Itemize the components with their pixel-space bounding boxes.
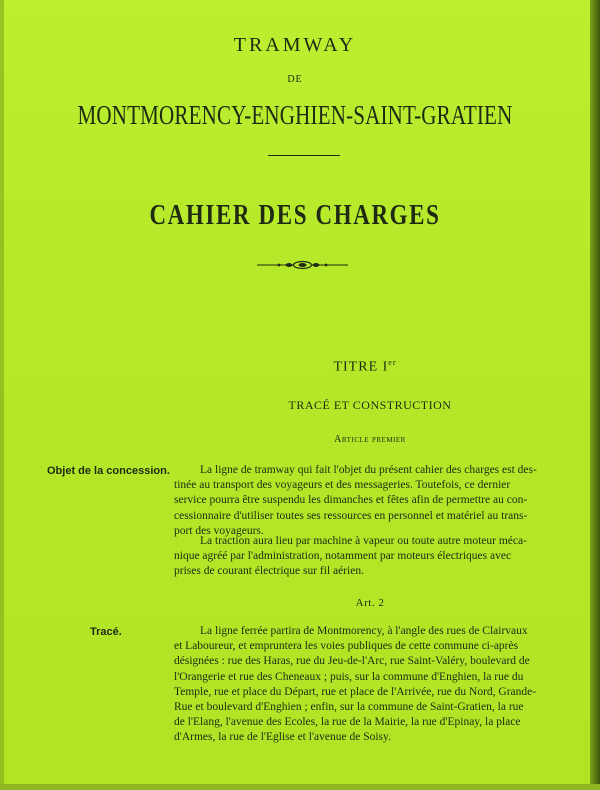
text-line: Rue et boulevard d'Enghien ; enfin, sur la commune de Saint-Gratien, la rue: [174, 701, 524, 714]
article-1-heading: Article premier: [334, 434, 406, 445]
text-line: service pourra être suspendu les dimanches et fêtes afin de permettre au con-: [174, 494, 528, 507]
article-1-paragraph-2: [174, 534, 585, 580]
article-2-paragraph: [174, 624, 585, 746]
article-2-heading: Art. 2: [355, 597, 385, 609]
text-line: La ligne ferrée partira de Montmorency, à l'angle des rues de Clairvaux: [200, 625, 528, 637]
section-heading: TRACÉ ET CONSTRUCTION: [288, 398, 452, 412]
text-line: désignées : rue des Haras, rue du Jeu-de-l'Arc, rue Saint-Valéry, boulevard de: [174, 655, 530, 668]
text-line: d'Armes, la rue de l'Eglise et l'avenue de Soisy.: [174, 731, 391, 744]
text-line: de l'Elang, l'avenue des Ecoles, la rue de la Mairie, la rue d'Epinay, la place: [174, 716, 521, 729]
article-1-paragraph-1: [174, 463, 585, 539]
flourish-icon: [255, 259, 350, 271]
doc-heading-tramway: TRAMWAY: [233, 34, 357, 56]
text-line: et Laboureur, et emprunterа les voies publiques de cette commune ci-après: [174, 640, 519, 653]
titre-heading: [0, 358, 600, 376]
page-spine: [0, 0, 4, 790]
titre-superscript: er: [388, 358, 397, 367]
text-line: tinée au transport des voyageurs et des messageries. Toutefois, ce dernier: [174, 479, 511, 492]
margin-note-objet: Objet de la concession.: [47, 465, 170, 477]
doc-heading-route: MONTMORENCY-ENGHIEN-SAINT-GRATIEN: [77, 100, 513, 130]
doc-heading-de: DE: [287, 74, 303, 85]
heading-divider: [268, 155, 340, 156]
text-line: l'Orangerie et rue des Cheneaux ; puis, sur la commune d'Enghien, la rue du: [174, 670, 524, 683]
doc-title: CAHIER DES CHARGES: [149, 200, 441, 231]
text-line: port des voyageurs.: [174, 524, 264, 537]
text-line: La traction aura lieu par machine à vapeur ou toute autre moteur méca-: [200, 535, 527, 547]
margin-note-trace: Tracé.: [90, 626, 122, 638]
text-line: prises de courant électrique sur fil aérien.: [174, 565, 364, 578]
text-line: nique agréé par l'administration, notamment par moteurs électriques avec: [174, 550, 512, 563]
page-bottom-edge: [0, 784, 600, 790]
titre-text: TITRE I: [333, 359, 389, 375]
text-line: Temple, rue et place du Départ, rue et place de l'Arrivée, rue du Nord, Grande-: [174, 685, 537, 698]
text-line: cessionnaire d'utiliser toutes ses ressources en personnel et matériel au trans-: [174, 509, 528, 522]
page-right-edge-shadow: [590, 0, 600, 790]
text-line: La ligne de tramway qui fait l'objet du présent cahier des charges est des-: [200, 464, 537, 476]
